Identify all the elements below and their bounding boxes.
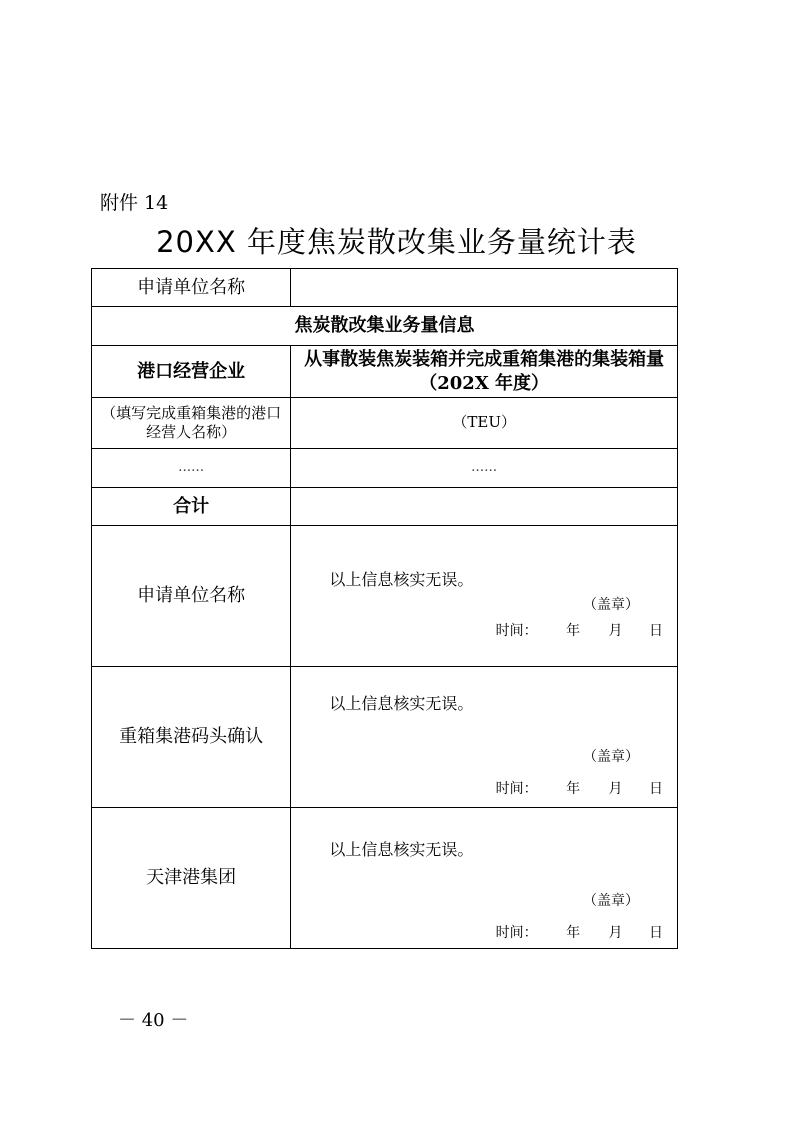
applicant-value-cell[interactable] xyxy=(291,269,678,307)
confirm-cell-terminal[interactable] xyxy=(291,667,678,808)
ellipsis-cell-right: …… xyxy=(291,449,678,488)
date-line xyxy=(496,622,663,640)
year-label: 年 xyxy=(566,781,581,797)
ellipsis-cell-left: …… xyxy=(92,449,291,488)
attachment-label: 附件 14 xyxy=(100,192,169,214)
confirm-statement: 以上信息核实无误。 xyxy=(329,694,474,713)
section-title: 焦炭散改集业务量信息 xyxy=(92,307,678,346)
confirm-label-applicant: 申请单位名称 xyxy=(92,526,291,667)
page-number: － 40 － xyxy=(118,1010,189,1031)
date-line xyxy=(496,780,663,798)
col1-hint: （填写完成重箱集港的港口经营人名称） xyxy=(92,398,291,449)
col2-unit: （TEU） xyxy=(291,398,678,449)
col2-header: 从事散装焦炭装箱并完成重箱集港的集装箱量（202X 年度） xyxy=(291,346,678,398)
month-label: 月 xyxy=(608,623,623,639)
stamp-label: （盖章） xyxy=(583,893,639,909)
year-label: 年 xyxy=(566,623,581,639)
month-label: 月 xyxy=(608,781,623,797)
day-label: 日 xyxy=(649,623,663,639)
year-label: 年 xyxy=(566,925,581,941)
confirm-statement: 以上信息核实无误。 xyxy=(329,840,474,859)
col1-header: 港口经营企业 xyxy=(92,346,291,398)
stamp-label: （盖章） xyxy=(583,749,639,765)
page-title: 20XX 年度焦炭散改集业务量统计表 xyxy=(156,225,637,259)
confirm-label-terminal: 重箱集港码头确认 xyxy=(92,667,291,808)
date-label: 时间： xyxy=(495,781,538,797)
total-label: 合计 xyxy=(92,488,291,526)
statistics-table xyxy=(91,268,678,949)
day-label: 日 xyxy=(649,925,663,941)
date-label: 时间： xyxy=(495,623,538,639)
confirm-statement: 以上信息核实无误。 xyxy=(329,570,474,589)
confirm-cell-group[interactable] xyxy=(291,808,678,949)
confirm-label-group: 天津港集团 xyxy=(92,808,291,949)
applicant-label: 申请单位名称 xyxy=(92,269,291,307)
month-label: 月 xyxy=(608,925,623,941)
date-label: 时间： xyxy=(495,925,538,941)
confirm-cell-applicant[interactable] xyxy=(291,526,678,667)
stamp-label: （盖章） xyxy=(583,597,639,613)
date-line xyxy=(496,924,663,942)
day-label: 日 xyxy=(649,781,663,797)
total-value-cell[interactable] xyxy=(291,488,678,526)
